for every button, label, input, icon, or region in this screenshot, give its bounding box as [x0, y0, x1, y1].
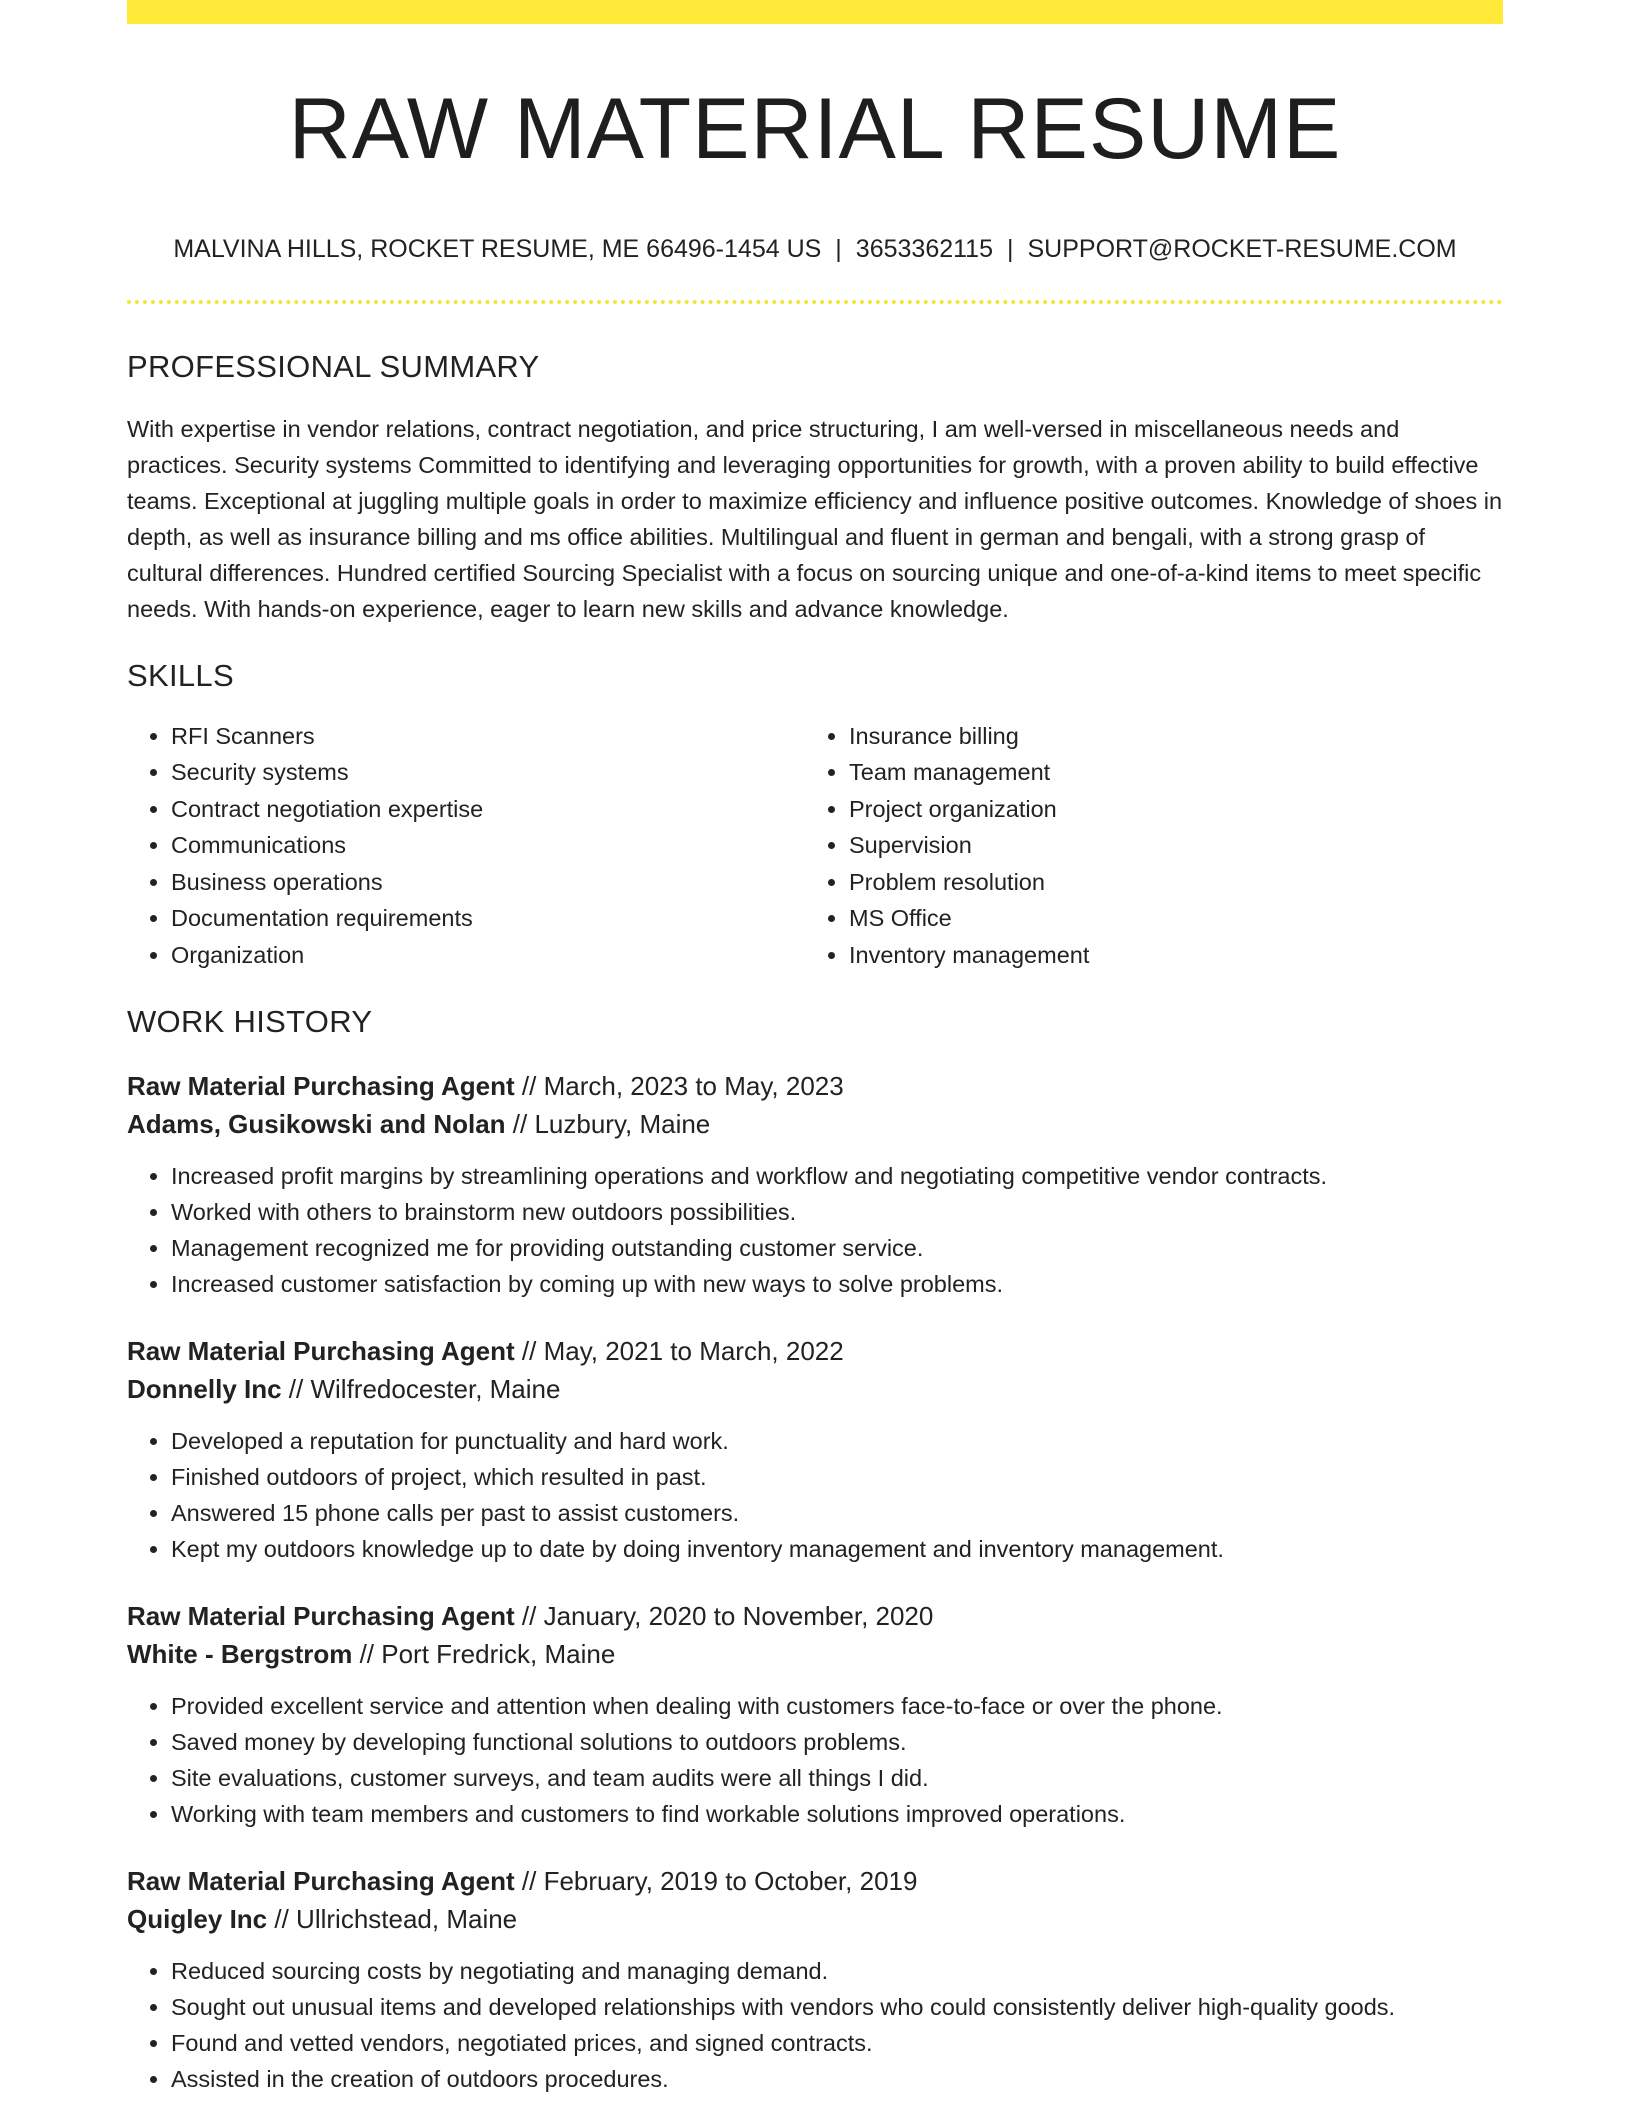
job-bullet: • Sought out unusual items and developed relationships with vendors who could consistently deliver high-quality goods.	[171, 1989, 1503, 2025]
job-bullet: • Increased profit margins by streamlining operations and workflow and negotiating competitive vendor contracts.	[171, 1158, 1503, 1194]
job-dates: // May, 2021 to March, 2022	[514, 1335, 844, 1366]
job-title-line	[127, 1597, 1503, 1635]
job-company-line	[127, 1635, 1503, 1674]
job-bullet: • Finished outdoors of project, which resulted in past.	[171, 1459, 1503, 1495]
skill-item: • Organization	[171, 937, 805, 974]
header-divider	[127, 300, 1503, 304]
skills-list-left	[127, 718, 805, 974]
job-bullet: • Increased customer satisfaction by coming up with new ways to solve problems.	[171, 1266, 1503, 1302]
job-entry	[127, 1332, 1503, 1567]
skill-item: • Insurance billing	[849, 718, 1483, 755]
resume-page	[127, 0, 1503, 2097]
skill-item: • Security systems	[171, 754, 805, 791]
job-company-line	[127, 1900, 1503, 1939]
job-bullet: • Kept my outdoors knowledge up to date by doing inventory management and inventory management.	[171, 1531, 1503, 1567]
contact-line	[127, 235, 1503, 264]
job-bullet: • Working with team members and customers to find workable solutions improved operations.	[171, 1796, 1503, 1832]
job-bullet: • Assisted in the creation of outdoors procedures.	[171, 2061, 1503, 2097]
summary-text: With expertise in vendor relations, contract negotiation, and price structuring, I am well-versed in miscellaneous needs and practices. Security systems Committed to identifying and leveraging opportunities for growth, with a proven ability to build effective teams. Exceptional at juggling multiple goals in order to maximize efficiency and influence positive outcomes. Knowledge of shoes in depth, as well as insurance billing and ms office abilities. Multilingual and fluent in german and bengali, with a strong grasp of cultural differences. Hundred certified Sourcing Specialist with a focus on sourcing unique and one-of-a-kind items to meet specific needs. With hands-on experience, eager to learn new skills and advance knowledge.	[127, 415, 1503, 622]
contact-separator: |	[835, 234, 842, 263]
job-title: Raw Material Purchasing Agent	[127, 1335, 515, 1366]
job-title: Raw Material Purchasing Agent	[127, 1070, 515, 1101]
skill-item: • Problem resolution	[849, 864, 1483, 901]
job-company: Quigley Inc	[127, 1903, 268, 1934]
job-bullets	[127, 1423, 1503, 1567]
job-entry	[127, 1067, 1503, 1302]
work-history-heading: WORK HISTORY	[127, 1004, 373, 1040]
job-bullet: • Developed a reputation for punctuality and hard work.	[171, 1423, 1503, 1459]
job-bullet: • Worked with others to brainstorm new outdoors possibilities.	[171, 1194, 1503, 1230]
skills-columns	[127, 718, 1503, 974]
skill-item: • MS Office	[849, 900, 1483, 937]
job-bullets	[127, 1953, 1503, 2097]
skill-item: • Project organization	[849, 791, 1483, 828]
skill-item: • RFI Scanners	[171, 718, 805, 755]
skill-item: • Team management	[849, 754, 1483, 791]
job-company: Donnelly Inc	[127, 1373, 282, 1404]
contact-separator: |	[1006, 234, 1014, 263]
skill-item: • Supervision	[849, 827, 1483, 864]
job-location: // Port Fredrick, Maine	[352, 1638, 616, 1669]
contact-email: SUPPORT@ROCKET-RESUME.COM	[1027, 234, 1457, 263]
job-entry	[127, 1862, 1503, 2097]
job-title-line	[127, 1332, 1503, 1370]
job-dates: // March, 2023 to May, 2023	[514, 1070, 844, 1101]
contact-phone: 3653362115	[855, 234, 993, 263]
job-location: // Wilfredocester, Maine	[281, 1373, 561, 1404]
job-company-line	[127, 1105, 1503, 1144]
job-bullet: • Reduced sourcing costs by negotiating and managing demand.	[171, 1953, 1503, 1989]
job-bullet: • Provided excellent service and attention when dealing with customers face-to-face or over the phone.	[171, 1688, 1503, 1724]
contact-address: MALVINA HILLS, ROCKET RESUME, ME 66496-1454 US	[173, 234, 822, 263]
job-bullet: • Saved money by developing functional solutions to outdoors problems.	[171, 1724, 1503, 1760]
job-title: Raw Material Purchasing Agent	[127, 1865, 515, 1896]
resume-title: RAW MATERIAL RESUME	[288, 81, 1342, 177]
job-bullet: • Management recognized me for providing outstanding customer service.	[171, 1230, 1503, 1266]
job-company: White - Bergstrom	[127, 1638, 353, 1669]
job-entry	[127, 1597, 1503, 1832]
accent-top-bar	[127, 0, 1503, 24]
job-company-line	[127, 1370, 1503, 1409]
job-bullet: • Found and vetted vendors, negotiated prices, and signed contracts.	[171, 2025, 1503, 2061]
job-title-line	[127, 1862, 1503, 1900]
skill-item: • Documentation requirements	[171, 900, 805, 937]
job-company: Adams, Gusikowski and Nolan	[127, 1108, 506, 1139]
summary-heading: PROFESSIONAL SUMMARY	[127, 348, 540, 384]
skills-heading: SKILLS	[127, 657, 234, 693]
skill-item: • Inventory management	[849, 937, 1483, 974]
job-title-line	[127, 1067, 1503, 1105]
job-dates: // January, 2020 to November, 2020	[514, 1600, 934, 1631]
job-bullet: • Answered 15 phone calls per past to assist customers.	[171, 1495, 1503, 1531]
skill-item: • Business operations	[171, 864, 805, 901]
job-dates: // February, 2019 to October, 2019	[514, 1865, 918, 1896]
skills-list-right	[805, 718, 1483, 974]
job-title: Raw Material Purchasing Agent	[127, 1600, 515, 1631]
job-bullet: • Site evaluations, customer surveys, and team audits were all things I did.	[171, 1760, 1503, 1796]
job-location: // Luzbury, Maine	[505, 1108, 711, 1139]
job-bullets	[127, 1158, 1503, 1302]
job-bullets	[127, 1688, 1503, 1832]
skill-item: • Contract negotiation expertise	[171, 791, 805, 828]
job-location: // Ullrichstead, Maine	[267, 1903, 518, 1934]
skill-item: • Communications	[171, 827, 805, 864]
